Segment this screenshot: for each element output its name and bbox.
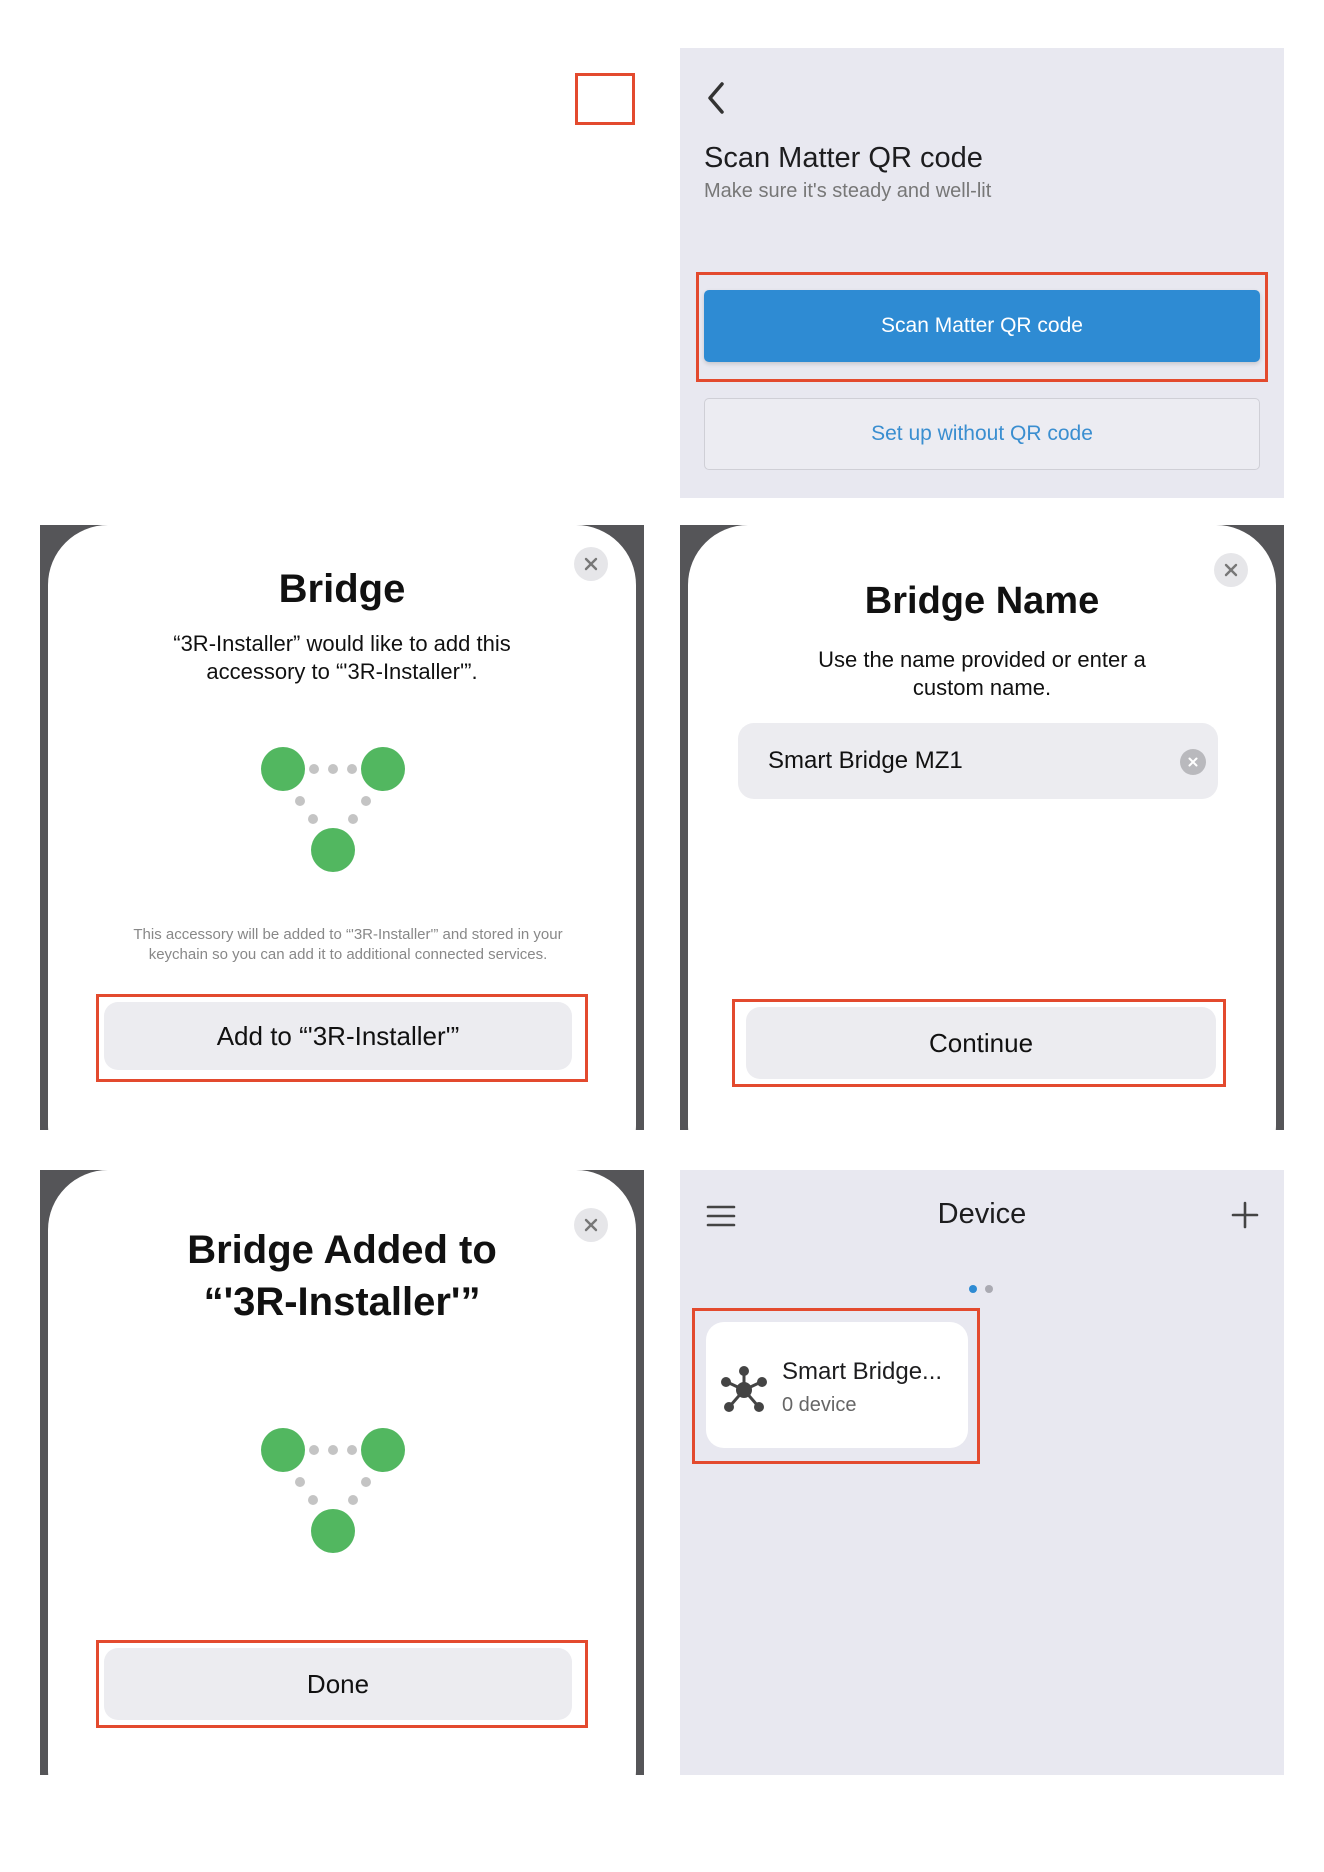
device-card-name: Smart Bridge... (782, 1358, 943, 1385)
sheet-message-line1: Use the name provided or enter a (818, 647, 1146, 672)
add-to-home-button[interactable]: Add to “'3R-Installer'” (104, 1002, 572, 1070)
setup-without-qr-button[interactable]: Set up without QR code (704, 398, 1260, 470)
close-icon (1223, 562, 1239, 578)
bridge-added-screen (40, 1170, 644, 1775)
sheet-title: Bridge Name (864, 580, 1100, 622)
sheet-message-line2: custom name. (912, 675, 1052, 700)
page-dot-active (969, 1285, 977, 1293)
page-indicator (969, 1285, 993, 1293)
sheet-title-line1: Bridge Added to (187, 1228, 497, 1272)
fine-print: This accessory will be added to “'3R-Installer'” and stored in your keychain so you can add it to additional connected services. (133, 926, 563, 963)
page-title: Scan Matter QR code (704, 142, 983, 174)
matter-network-icon (258, 745, 408, 875)
done-button[interactable]: Done (104, 1648, 572, 1720)
page-dot (985, 1285, 993, 1293)
bridge-sheet (48, 525, 636, 1130)
page-subtitle: Make sure it's steady and well-lit (704, 180, 992, 202)
bridge-add-screen (40, 525, 644, 1130)
bridge-added-sheet (48, 1170, 636, 1775)
device-screen (680, 1170, 1284, 1775)
page-title: Device (937, 1198, 1027, 1230)
sheet-title: Bridge (278, 567, 406, 611)
annotation-highlight-add (96, 994, 588, 1082)
sheet-message-line1: “3R-Installer” would like to add this (173, 631, 511, 656)
clear-text-icon[interactable] (1180, 749, 1206, 775)
annotation-highlight-done (96, 1640, 588, 1728)
plus-icon[interactable] (1230, 1200, 1260, 1230)
bridge-name-screen (680, 525, 1284, 1130)
sheet-title-line2: “'3R-Installer'” (203, 1280, 481, 1324)
annotation-box-empty (575, 73, 635, 125)
scan-qr-button[interactable]: Scan Matter QR code (704, 290, 1260, 362)
annotation-highlight-device (692, 1308, 980, 1464)
chevron-left-icon[interactable] (700, 78, 736, 118)
bridge-name-input[interactable] (768, 723, 1168, 799)
device-card-count: 0 device (782, 1394, 857, 1416)
scan-qr-screen (680, 48, 1284, 498)
matter-network-icon (258, 1426, 408, 1556)
annotation-highlight-scan (696, 272, 1268, 382)
sheet-message-line2: accessory to “'3R-Installer'”. (206, 659, 478, 684)
bridge-name-field (738, 723, 1218, 799)
bridge-name-sheet (688, 525, 1276, 1130)
continue-button[interactable]: Continue (746, 1007, 1216, 1079)
annotation-highlight-continue (732, 999, 1226, 1087)
